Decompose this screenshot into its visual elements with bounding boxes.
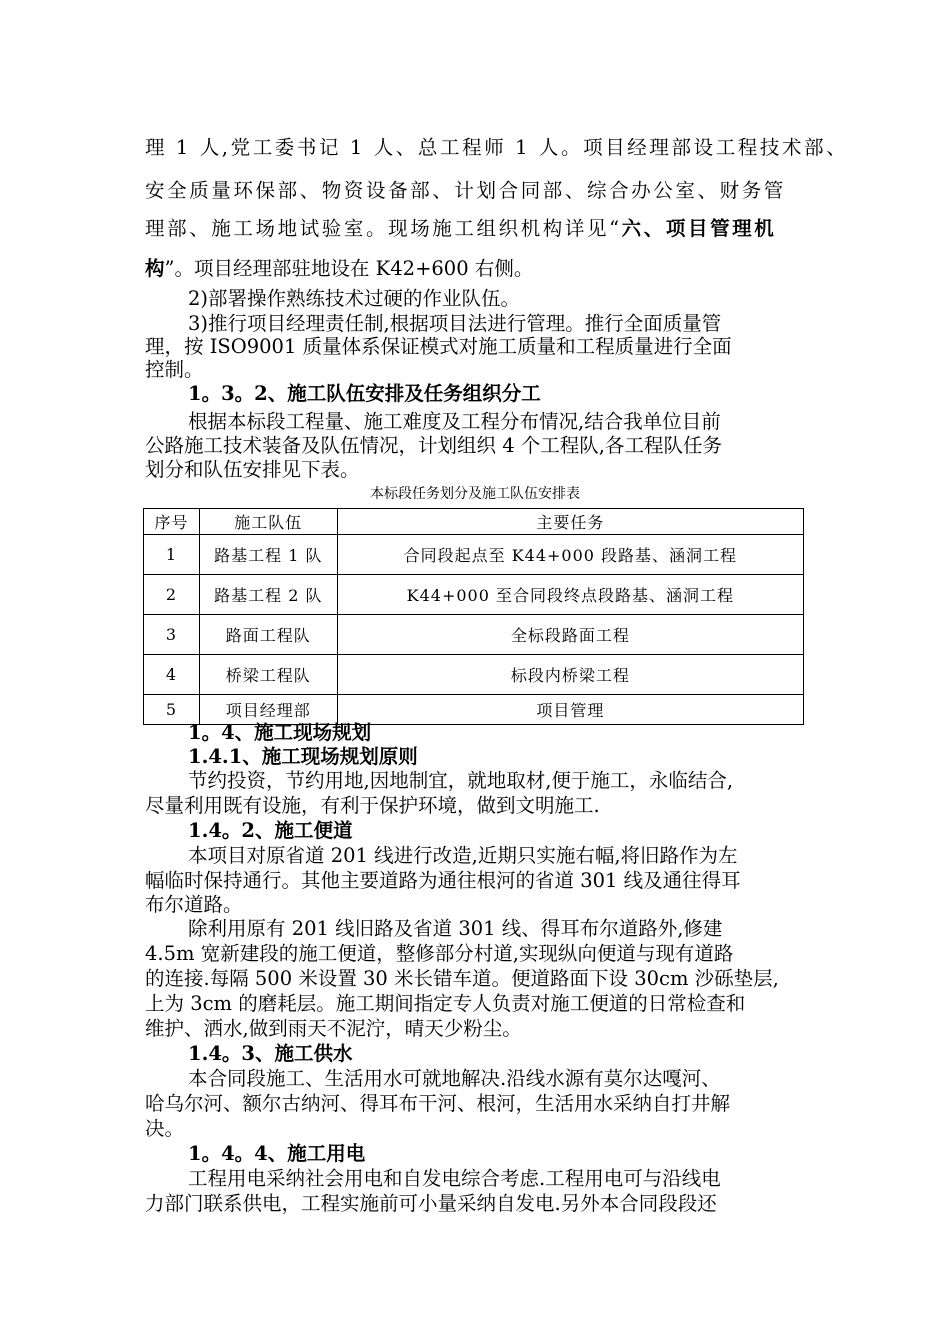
body-line: 维护、洒水,做到雨天不泥泞，晴天少粉尘。: [145, 1017, 522, 1040]
body-line: 本项目对原省道 201 线进行改造,近期只实施右幅,将旧路作为左: [188, 844, 738, 867]
body-line: 本合同段施工、生活用水可就地解决.沿线水源有莫尔达嘎河、: [188, 1067, 721, 1090]
section-heading: 1。4、施工现场规划: [188, 721, 372, 744]
body-line: 控制。: [145, 358, 204, 381]
cell-index: 5: [144, 695, 200, 725]
bold-reference: 六、项目管理机: [621, 217, 777, 240]
body-line: 尽量利用既有设施，有利于保护环境，做到文明施工.: [145, 794, 600, 817]
body-line: 力部门联系供电，工程实施前可小量采纳自发电.另外本合同段段还: [145, 1192, 717, 1215]
body-line: 理 1 人,党工委书记 1 人、总工程师 1 人。项目经理部设工程技术部、: [145, 136, 849, 159]
section-heading: 1.4。2、施工便道: [188, 819, 353, 842]
body-line: 4.5m 宽新建段的施工便道，整修部分村道,实现纵向便道与现有道路: [145, 942, 734, 965]
body-line: 上为 3cm 的磨耗层。施工期间指定专人负责对施工便道的日常检查和: [145, 992, 746, 1015]
table-row: [144, 575, 804, 615]
body-line: 工程用电采纳社会用电和自发电综合考虑.工程用电可与沿线电: [188, 1167, 721, 1190]
task-table: [143, 508, 804, 725]
cell-task: 项目管理: [337, 695, 803, 725]
body-line: 节约投资，节约用地,因地制宜，就地取材,便于施工，永临结合,: [188, 769, 734, 792]
cell-task: 标段内桥梁工程: [337, 655, 803, 695]
table-header-row: [144, 509, 804, 535]
table-row: [144, 695, 804, 725]
cell-team: 项目经理部: [199, 695, 337, 725]
body-line: 布尔道路。: [145, 893, 243, 916]
section-heading: 1.4。3、施工供水: [188, 1042, 353, 1065]
table-row: [144, 655, 804, 695]
section-heading: 1。4。4、施工用电: [188, 1142, 366, 1165]
cell-team: 路面工程队: [199, 615, 337, 655]
cell-team: 桥梁工程队: [199, 655, 337, 695]
header-team: 施工队伍: [199, 509, 337, 535]
cell-task: 合同段起点至 K44+000 段路基、涵洞工程: [337, 535, 803, 575]
cell-team: 路基工程 2 队: [199, 575, 337, 615]
cell-index: 4: [144, 655, 200, 695]
body-line: 3)推行项目经理责任制,根据项目法进行管理。推行全面质量管: [188, 312, 722, 335]
cell-index: 3: [144, 615, 200, 655]
table-row: [144, 615, 804, 655]
cell-task: K44+000 至合同段终点段路基、涵洞工程: [337, 575, 803, 615]
body-line: 除利用原有 201 线旧路及省道 301 线、得耳布尔道路外,修建: [188, 917, 723, 940]
body-line: 幅临时保持通行。其他主要道路为通往根河的省道 301 线及通往得耳: [145, 869, 741, 892]
body-line: 安全质量环保部、物资设备部、计划合同部、综合办公室、财务管: [145, 179, 786, 202]
body-line: 的连接.每隔 500 米设置 30 米长错车道。便道路面下设 30cm 沙砾垫层,: [145, 967, 779, 990]
body-line: 根据本标段工程量、施工难度及工程分布情况,结合我单位目前: [188, 410, 721, 433]
section-heading: 1。3。2、施工队伍安排及任务组织分工: [188, 382, 541, 405]
body-line: 划分和队伍安排见下表。: [145, 458, 360, 481]
cell-index: 1: [144, 535, 200, 575]
body-text: ”。项目经理部驻地设在 K42+600 右侧。: [164, 257, 534, 280]
header-task: 主要任务: [337, 509, 803, 535]
body-line: 决。: [145, 1117, 185, 1140]
header-index: 序号: [144, 509, 200, 535]
body-line: 理，按 ISO9001 质量体系保证模式对施工质量和工程质量进行全面: [145, 335, 732, 358]
cell-team: 路基工程 1 队: [199, 535, 337, 575]
body-line: 2)部署操作熟练技术过硬的作业队伍。: [188, 287, 521, 310]
section-heading: 1.4.1、施工现场规划原则: [188, 745, 418, 768]
cell-index: 2: [144, 575, 200, 615]
table-row: [144, 535, 804, 575]
body-line: 哈乌尔河、额尔古纳河、得耳布干河、根河，生活用水采纳自打井解: [145, 1092, 731, 1115]
bold-reference: 构: [145, 257, 165, 280]
body-line: 公路施工技术装备及队伍情况，计划组织 4 个工程队,各工程队任务: [145, 434, 723, 457]
body-line: [145, 258, 533, 280]
body-line: [145, 218, 776, 240]
body-text: 理部、施工场地试验室。现场施工组织机构详见“: [145, 217, 622, 240]
table-caption: 本标段任务划分及施工队伍安排表: [370, 486, 580, 502]
cell-task: 全标段路面工程: [337, 615, 803, 655]
